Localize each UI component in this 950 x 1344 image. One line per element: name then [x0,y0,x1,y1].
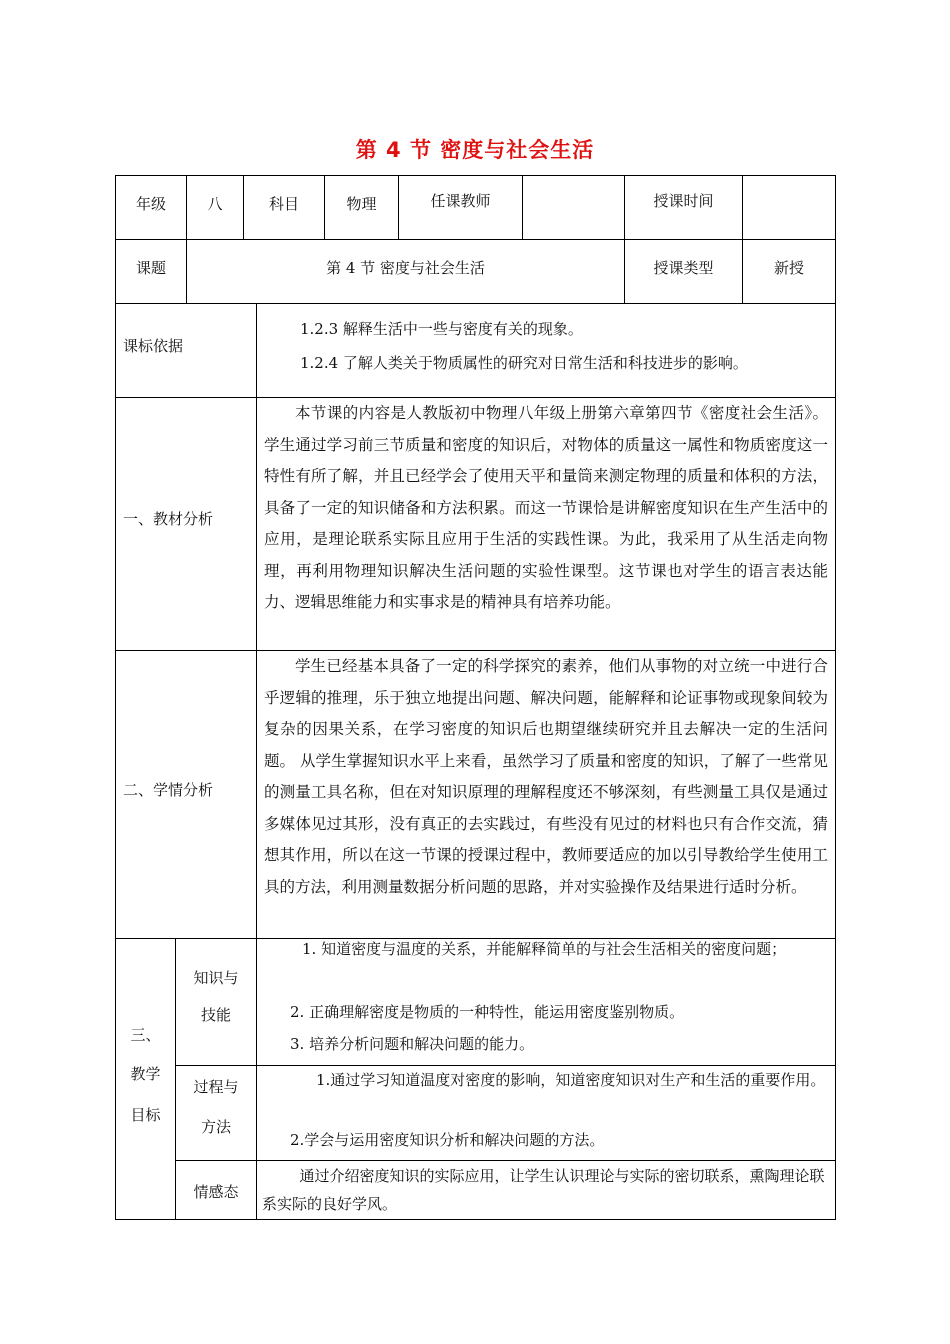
learner-analysis-text: 学生已经基本具备了一定的科学探究的素养，他们从事物的对立统一中进行合乎逻辑的推理，乐于独立地提出问题、解决问题，能解释和论证事物或现象间较为复杂的因果关系，在学习密度的知识后也期望继续研究并且去解决一定的生活问题。 从学生掌握知识水平上来看，虽然学习了质量和密度的知识，了解了一些常见的测量工具名称，但在对知识原理的理解程度还不够深刻，有些测量工具仅是通过多媒体见过其形，没有真正的去实践过，有些没有见过的材料也只有合作交流，猜想其作用，所以在这一节课的授课过程中，教师要适应的加以引导教给学生使用工具的方法，利用测量数据分析问题的思路，并对实验操作及结果进行适时分析。 [264,657,828,896]
topic-label: 课题 [135,259,166,277]
knowledge-item: 1. 知道密度与温度的关系，并能解释简单的与社会生活相关的密度问题； [302,940,787,958]
process-item: 1.通过学习知道温度对密度的影响，知道密度知识对生产和生活的重要作用。 [316,1071,826,1089]
learner-analysis-label: 二、学情分析 [123,781,214,799]
subject-label: 科目 [268,195,299,213]
knowledge-item: 2. 正确理解密度是物质的一种特性，能运用密度鉴别物质。 [290,1003,685,1021]
knowledge-label-line: 技能 [200,1006,231,1024]
subject-value: 物理 [346,195,377,213]
teacher-label: 任课教师 [430,192,491,210]
time-label: 授课时间 [653,192,714,210]
grade-label: 年级 [135,195,166,213]
emotion-text: 通过介绍密度知识的实际应用，让学生认识理论与实际的密切联系，熏陶理论联系实际的良好学风。 [262,1167,825,1213]
knowledge-label-line: 知识与 [193,969,239,987]
textbook-analysis-text: 本节课的内容是人教版初中物理八年级上册第六章第四节《密度社会生活》。学生通过学习前三节质量和密度的知识后，对物体的质量这一属性和物质密度这一特性有所了解，并且已经学会了使用天平和量筒来测定物理的质量和体积的方法，具备了一定的知识储备和方法积累。而这一节课恰是讲解密度知识在生产生活中的应用，是理论联系实际且应用于生活的实践性课。为此，我采用了从生活走向物理，再利用物理知识解决生活问题的实验性课型。这节课也对学生的语言表达能力、逻辑思维能力和实事求是的精神具有培养功能。 [264,404,828,611]
page-title: 第 4 节 密度与社会生活 [355,138,595,162]
knowledge-item: 3. 培养分析问题和解决问题的能力。 [290,1035,535,1053]
type-label: 授课类型 [653,259,714,277]
goals-label-line: 三、 [130,1026,161,1044]
standards-item: 1.2.4 了解人类关于物质属性的研究对日常生活和科技进步的影响。 [300,354,748,372]
goals-label-line: 教学 [130,1065,161,1083]
emotion-label: 情感态 [193,1183,239,1201]
process-label-line: 方法 [200,1118,231,1136]
standards-item: 1.2.3 解释生活中一些与密度有关的现象。 [300,320,583,338]
process-item: 2.学会与运用密度知识分析和解决问题的方法。 [290,1131,605,1149]
grade-value: 八 [207,195,223,213]
standards-label: 课标依据 [123,337,184,355]
process-label-line: 过程与 [193,1078,239,1096]
type-value: 新授 [773,259,804,277]
topic-value: 第 4 节 密度与社会生活 [326,259,485,277]
goals-label-line: 目标 [130,1106,161,1124]
textbook-analysis-label: 一、教材分析 [123,510,214,528]
